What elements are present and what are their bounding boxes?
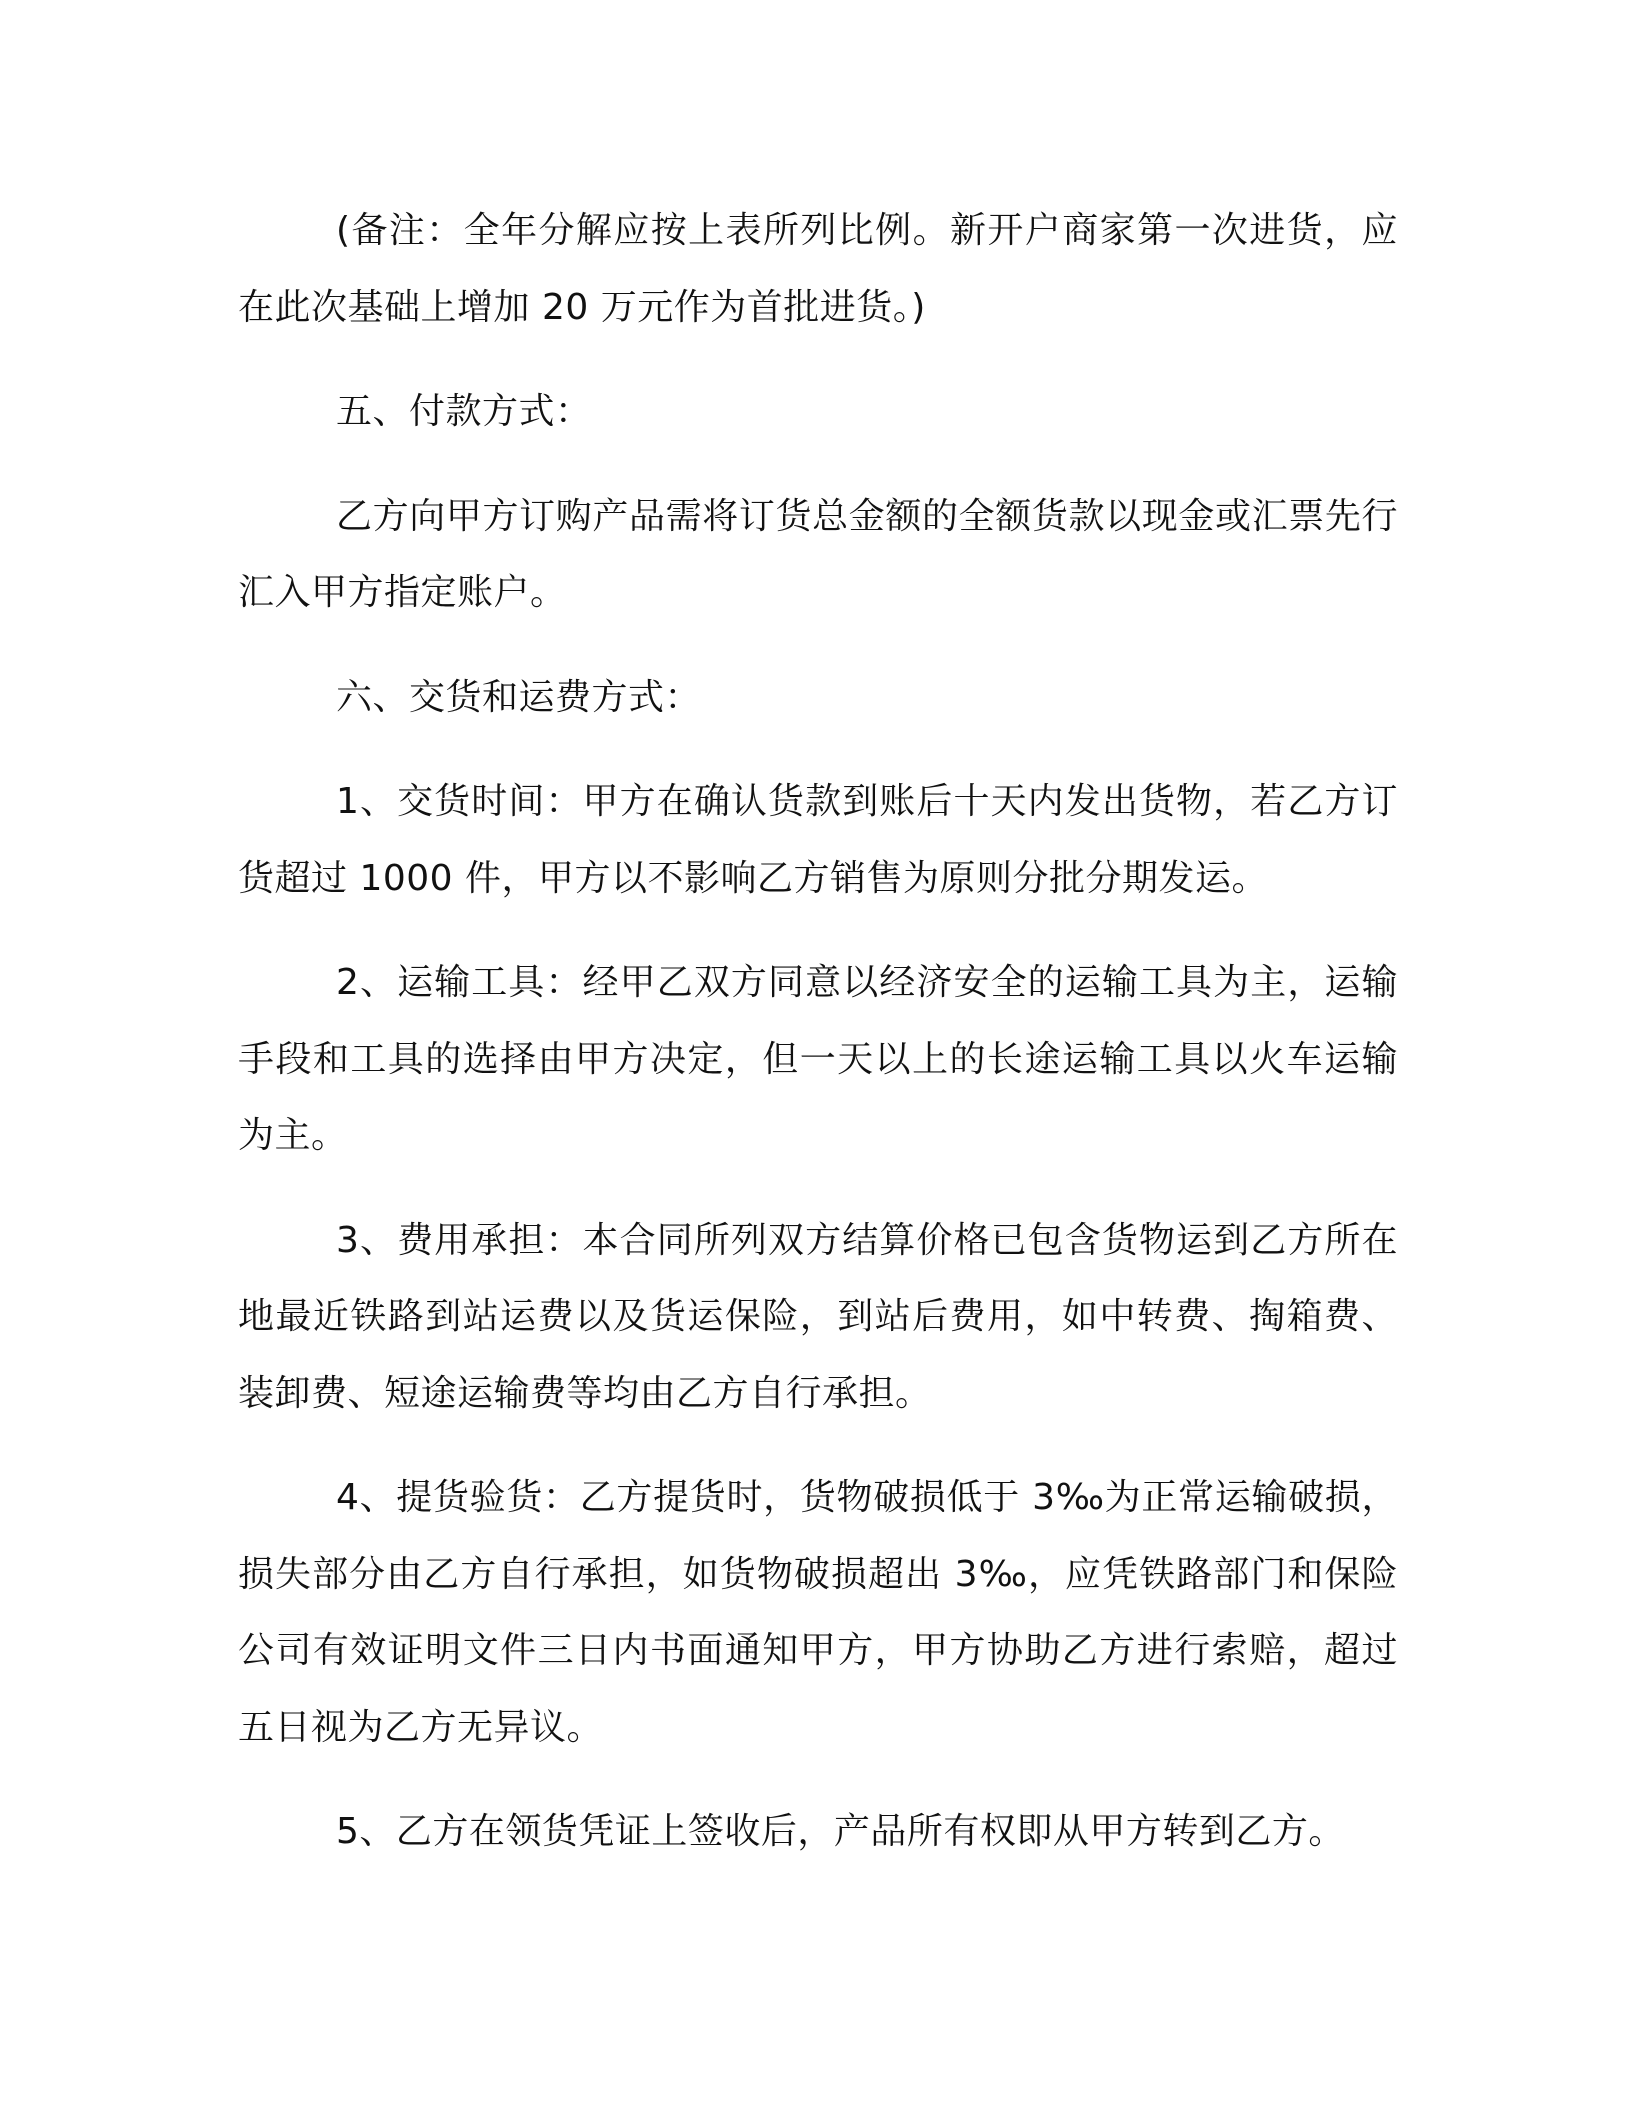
delivery-time-paragraph: 1、交货时间：甲方在确认货款到账后十天内发出货物，若乙方订货超过 1000 件，甲方以不影响乙方销售为原则分批分期发运。 (238, 781, 1398, 899)
section-heading-delivery: 六、交货和运费方式： (336, 676, 702, 718)
transport-paragraph: 2、运输工具：经甲乙双方同意以经济安全的运输工具为主，运输手段和工具的选择由甲方决定，但一天以上的长途运输工具以火车运输为主。 (238, 962, 1398, 1156)
payment-paragraph: 乙方向甲方订购产品需将订货总金额的全额货款以现金或汇票先行汇入甲方指定账户。 (238, 495, 1398, 613)
cost-paragraph: 3、费用承担：本合同所列双方结算价格已包含货物运到乙方所在地最近铁路到站运费以及货运保险，到站后费用，如中转费、掏箱费、装卸费、短途运输费等均由乙方自行承担。 (238, 1219, 1398, 1414)
inspection-paragraph: 4、提货验货：乙方提货时，货物破损低于 3‰为正常运输破损，损失部分由乙方自行承担，如货物破损超出 3‰，应凭铁路部门和保险公司有效证明文件三日内书面通知甲方，甲方协助乙方进行索赔，超过五日视为乙方无异议。 (238, 1477, 1398, 1748)
ownership-paragraph: 5、乙方在领货凭证上签收后，产品所有权即从甲方转到乙方。 (336, 1811, 1345, 1852)
section-heading-payment: 五、付款方式： (336, 391, 592, 432)
document-page (238, 193, 1398, 1871)
note-paragraph: (备注：全年分解应按上表所列比例。新开户商家第一次进货，应在此次基础上增加 20 万元作为首批进货。) (238, 210, 1398, 328)
